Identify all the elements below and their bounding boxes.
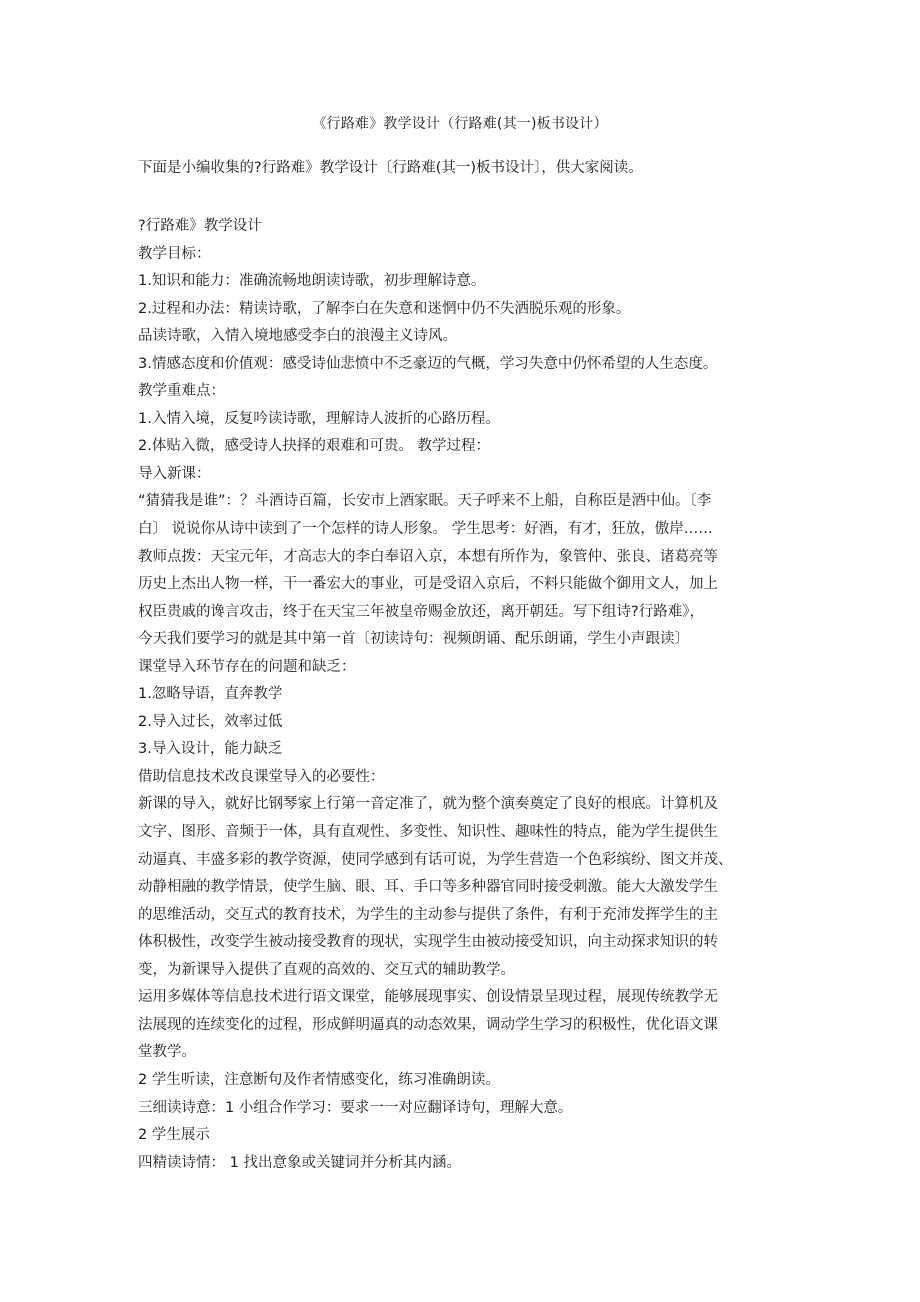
text-line: 3.情感态度和价值观：感受诗仙悲愤中不乏豪迈的气概，学习失意中仍怀希望的人生态度。 — [138, 355, 718, 372]
text-line: 变，为新课导入提供了直观的高效的、交互式的辅助教学。 — [138, 961, 515, 978]
intro-paragraph: 下面是小编收集的?行路难》教学设计〔行路难(其一)板书设计〕，供大家阅读。 — [138, 160, 643, 176]
text-line: 2.导入过长，效率过低 — [138, 713, 283, 730]
text-line: 动逼真、丰盛多彩的教学资源，使同学感到有话可说，为学生营造一个色彩缤纷、图文并茂、 — [138, 851, 733, 868]
text-line: 的思维活动，交互式的教育技术，为学生的主动参与提供了条件，有利于充沛发挥学生的主 — [138, 906, 718, 923]
text-line: 2 学生听读，注意断句及作者情感变化，练习准确朗读。 — [138, 1071, 500, 1088]
text-line: 1.忽略导语，直奔教学 — [138, 686, 283, 703]
text-line: 1.知识和能力：准确流畅地朗读诗歌，初步理解诗意。 — [138, 273, 486, 290]
text-line: 1.入情入境，反复吟读诗歌，理解诗人波折的心路历程。 — [138, 410, 500, 427]
text-line: 3.导入设计，能力缺乏 — [138, 741, 283, 758]
text-line: 品读诗歌，入情入境地感受李白的浪漫主义诗风。 — [138, 328, 457, 345]
text-line: 课堂导入环节存在的问题和缺乏： — [138, 658, 356, 675]
text-line: 堂教学。 — [138, 1044, 196, 1061]
text-line: 借助信息技术改良课堂导入的必要性： — [138, 768, 385, 785]
text-line: 动静相融的教学情景，使学生脑、眼、耳、手口等多种器官同时接受刺激。能大大激发学生 — [138, 879, 718, 896]
text-line: 导入新课： — [138, 465, 211, 482]
text-line: 体积极性，改变学生被动接受教育的现状，实现学生由被动接受知识，向主动探求知识的转 — [138, 934, 718, 951]
text-line: ?行路难》教学设计 — [138, 218, 262, 234]
text-line: 法展现的连续变化的过程，形成鲜明逼真的动态效果，调动学生学习的积极性，优化语文课 — [138, 1016, 718, 1033]
text-line: 教学重难点： — [138, 383, 225, 400]
text-line: 2.体贴入微，感受诗人抉择的艰难和可贵。 教学过程： — [138, 438, 490, 455]
text-line: 教师点拨：天宝元年，才高志大的李白奉诏入京，本想有所作为，象管仲、张良、诸葛亮等 — [138, 548, 718, 565]
text-line: 教学目标： — [138, 245, 211, 262]
text-line: 运用多媒体等信息技术进行语文课堂，能够展现事实、创设情景呈现过程，展现传统教学无 — [138, 989, 718, 1006]
document-title: 《行路难》教学设计（行路难(其一)板书设计） — [312, 116, 608, 132]
text-line: 历史上杰出人物一样，干一番宏大的事业，可是受诏入京后，不料只能做个御用文人，加上 — [138, 576, 718, 593]
text-line: 四精读诗情： 1 找出意象或关键词并分析其内涵。 — [138, 1154, 461, 1171]
text-line: 新课的导入，就好比钢琴家上行第一音定准了，就为整个演奏奠定了良好的根底。计算机及 — [138, 796, 718, 813]
text-line: 2.过程和办法：精读诗歌，了解李白在失意和迷惘中仍不失洒脱乐观的形象。 — [138, 300, 631, 317]
text-line: “猜猜我是谁”：？斗酒诗百篇，长安市上酒家眠。天子呼来不上船，自称臣是酒中仙。〔李 — [138, 493, 712, 510]
text-line: 今天我们要学习的就是其中第一首〔初读诗句：视频朗诵、配乐朗诵，学生小声跟读〕 — [138, 631, 689, 648]
text-line: 文字、图形、音频于一体，具有直观性、多变性、知识性、趣味性的特点，能为学生提供生 — [138, 824, 718, 841]
text-line: 三细读诗意：1 小组合作学习：要求一一对应翻译诗句，理解大意。 — [138, 1099, 573, 1116]
text-line: 白〕 说说你从诗中读到了一个怎样的诗人形象。 学生思考：好酒，有才，狂放，傲岸…… — [138, 521, 713, 538]
document-body — [138, 213, 798, 1177]
text-line: 权臣贵戚的谗言攻击，终于在天宝三年被皇帝赐金放还，离开朝廷。写下组诗?行路难》， — [138, 603, 704, 620]
text-line: 2 学生展示 — [138, 1127, 210, 1144]
